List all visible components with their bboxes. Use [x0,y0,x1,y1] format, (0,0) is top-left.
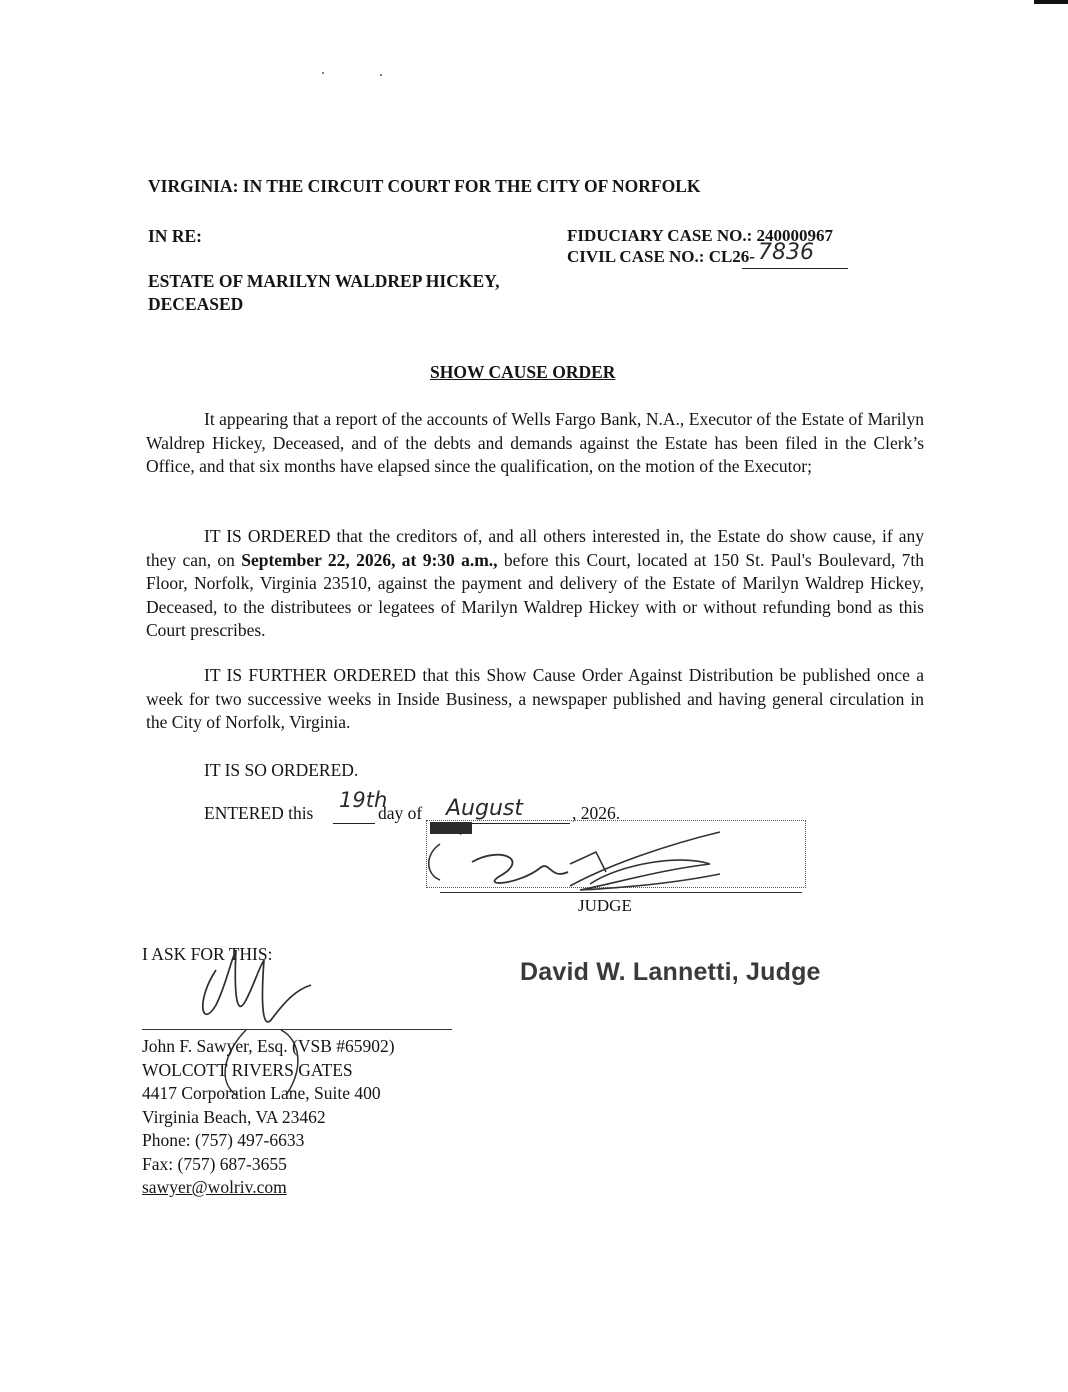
order-title: SHOW CAUSE ORDER [430,362,616,382]
paragraph-show-cause [146,525,924,643]
hearing-date: September 22, 2026, at 9:30 a.m., [241,549,498,570]
paragraph-show-cause-text-b: before this Court, located at 150 St. Paul's Boulevard, 7th Floor, Norfolk, Virginia 23510, against the payment and delivery of the Estate of Marilyn Waldrep Hickey, Deceased, to the distributees or legatees of Marilyn Waldrep Hickey with or without refunding bond as this Court prescribes. [146,549,925,640]
paragraph-publication-text: IT IS FURTHER ORDERED that this Show Cause Order Against Distribution be published once a week for two successive weeks in Inside Business, a newspaper published and having general circulation in the City of Norfolk, Virginia. [146,665,924,732]
in-re-label: IN RE: [148,226,202,246]
fiduciary-case-number: FIDUCIARY CASE NO.: 240000967 [567,226,834,245]
counsel-email-link[interactable]: sawyer@wolriv.com [142,1177,287,1197]
paragraph-report-text: It appearing that a report of the accounts of Wells Fargo Bank, N.A., Executor of the Estate of Marilyn Waldrep Hickey, Deceased, and of the debts and demands against the Estate has been filed in the Clerk’s Office, and that six months have elapsed since the qualification, on the motion of the Executor; [146,409,924,476]
month-handwritten: August [446,796,523,821]
counsel-contact [142,1035,395,1200]
counsel-phone: Phone: (757) 497-6633 [142,1130,305,1150]
estate-deceased: DECEASED [148,294,244,314]
court-heading: VIRGINIA: IN THE CIRCUIT COURT FOR THE CITY OF NORFOLK [148,176,701,196]
paragraph-show-cause-text-a: IT IS ORDERED that the creditors of, and all others interested in, the Estate do show cause, if any they can, on [146,526,924,570]
so-ordered: IT IS SO ORDERED. [204,760,359,780]
year-label: , 2026. [572,803,621,823]
civil-case-line [567,247,755,267]
civil-case-underline [742,268,848,269]
day-underline [333,823,375,824]
civil-case-prefix: CIVIL CASE NO.: CL26- [567,247,755,266]
day-of-label: day of [378,803,423,823]
counsel-name: John F. Sawyer, Esq. (VSB #65902) [142,1036,395,1056]
counsel-address-line1: 4417 Corporation Lane, Suite 400 [142,1083,381,1103]
day-handwritten: 19th [339,788,388,812]
judge-label: JUDGE [578,896,632,915]
scan-edge-mark [1034,0,1068,4]
civil-case-handwritten: 7836 [758,240,814,265]
paragraph-report [146,408,924,479]
attorney-signature-line [142,1029,452,1030]
estate-name: ESTATE OF MARILYN WALDREP HICKEY, [148,271,500,291]
judge-name-stamp: David W. Lannetti, Judge [520,958,821,986]
entered-prefix: ENTERED this [204,803,314,823]
judge-signature-line [440,892,802,893]
paragraph-publication [146,664,924,735]
counsel-firm: WOLCOTT RIVERS GATES [142,1059,353,1080]
counsel-address-line2: Virginia Beach, VA 23462 [142,1106,326,1127]
ask-for-this: I ASK FOR THIS: [142,944,273,964]
counsel-fax: Fax: (757) 687-3655 [142,1153,287,1174]
